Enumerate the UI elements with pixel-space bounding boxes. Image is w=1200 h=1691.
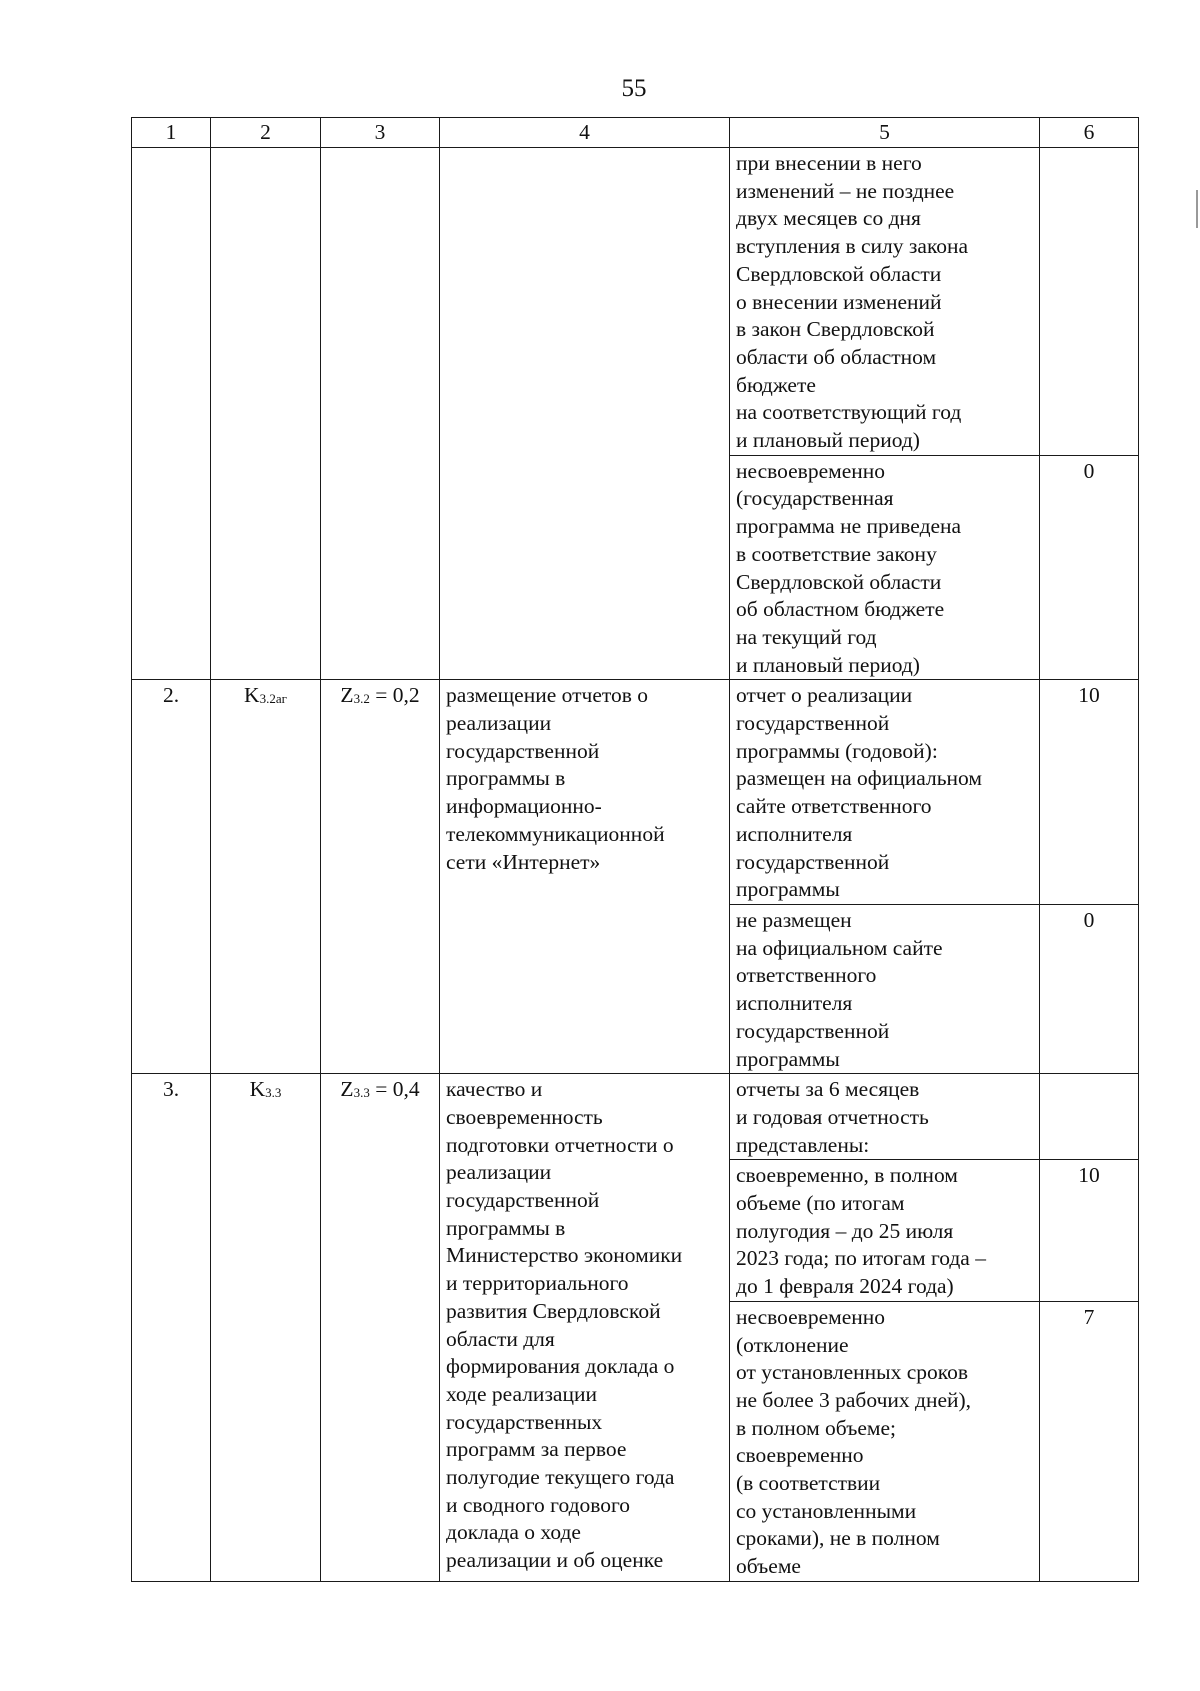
- row3-score-3: 7: [1040, 1301, 1139, 1581]
- row3-z-weight: $Z_{3.3} = 0,4$: [321, 1074, 440, 1582]
- header-col-2: 2: [211, 118, 321, 148]
- header-col-3: 3: [321, 118, 440, 148]
- table-row: [132, 680, 1139, 905]
- criteria-table: [131, 117, 1139, 1582]
- row2-score-2: 0: [1040, 904, 1139, 1073]
- row3-num: 3.: [132, 1074, 211, 1582]
- row1-score-2: 0: [1040, 455, 1139, 680]
- row3-score-1: [1040, 1074, 1139, 1160]
- table-row: [132, 148, 1139, 456]
- scan-artifact-mark: [1196, 190, 1198, 228]
- header-row: [132, 118, 1139, 148]
- row1-k-cell: [211, 148, 321, 680]
- header-col-1: 1: [132, 118, 211, 148]
- row3-criterion-1: отчеты за 6 месяцев и годовая отчетность представлены:: [730, 1074, 1040, 1160]
- row3-score-2: 10: [1040, 1160, 1139, 1302]
- row3-k-indicator: $K_{3.3}$: [211, 1074, 321, 1582]
- page-number: 55: [621, 75, 647, 102]
- row1-criterion-1: при внесении в него изменений – не позднее двух месяцев со дня вступления в силу закона Свердловской области о внесении изменений в закон Свердловской области об областном бюджете на соответствующий год и плановый период): [730, 148, 1040, 456]
- header-col-5: 5: [730, 118, 1040, 148]
- row1-score-1: [1040, 148, 1139, 456]
- row2-k-indicator: $K_{3.2аг}$: [211, 680, 321, 1074]
- table-row: [132, 1074, 1139, 1160]
- header-col-4: 4: [440, 118, 730, 148]
- row2-num: 2.: [132, 680, 211, 1074]
- row2-z-weight: $Z_{3.2} = 0,2$: [321, 680, 440, 1074]
- row1-num-cell: [132, 148, 211, 680]
- row2-score-1: 10: [1040, 680, 1139, 905]
- row3-criterion-3: несвоевременно (отклонение от установленных сроков не более 3 рабочих дней), в полном объеме; своевременно (в соответствии со установленными сроками), не в полном объеме: [730, 1301, 1040, 1581]
- row3-criterion-2: своевременно, в полном объеме (по итогам полугодия – до 25 июля 2023 года; по итогам года – до 1 февраля 2024 года): [730, 1160, 1040, 1302]
- row1-z-cell: [321, 148, 440, 680]
- row2-criterion-2: не размещен на официальном сайте ответственного исполнителя государственной программы: [730, 904, 1040, 1073]
- row2-description: размещение отчетов о реализации государственной программы в информационно- телекоммуникационной сети «Интернет»: [440, 680, 730, 1074]
- row1-description-cell: [440, 148, 730, 680]
- header-col-6: 6: [1040, 118, 1139, 148]
- row2-criterion-1: отчет о реализации государственной программы (годовой): размещен на официальном сайте ответственного исполнителя государственной программы: [730, 680, 1040, 905]
- row1-criterion-2: несвоевременно (государственная программа не приведена в соответствие закону Свердловской области об областном бюджете на текущий год и плановый период): [730, 455, 1040, 680]
- row3-description: качество и своевременность подготовки отчетности о реализации государственной программы в Министерство экономики и территориального развития Свердловской области для формирования доклада о ходе реализации государственных программ за первое полугодие текущего года и сводного годового доклада о ходе реализации и об оценке: [440, 1074, 730, 1582]
